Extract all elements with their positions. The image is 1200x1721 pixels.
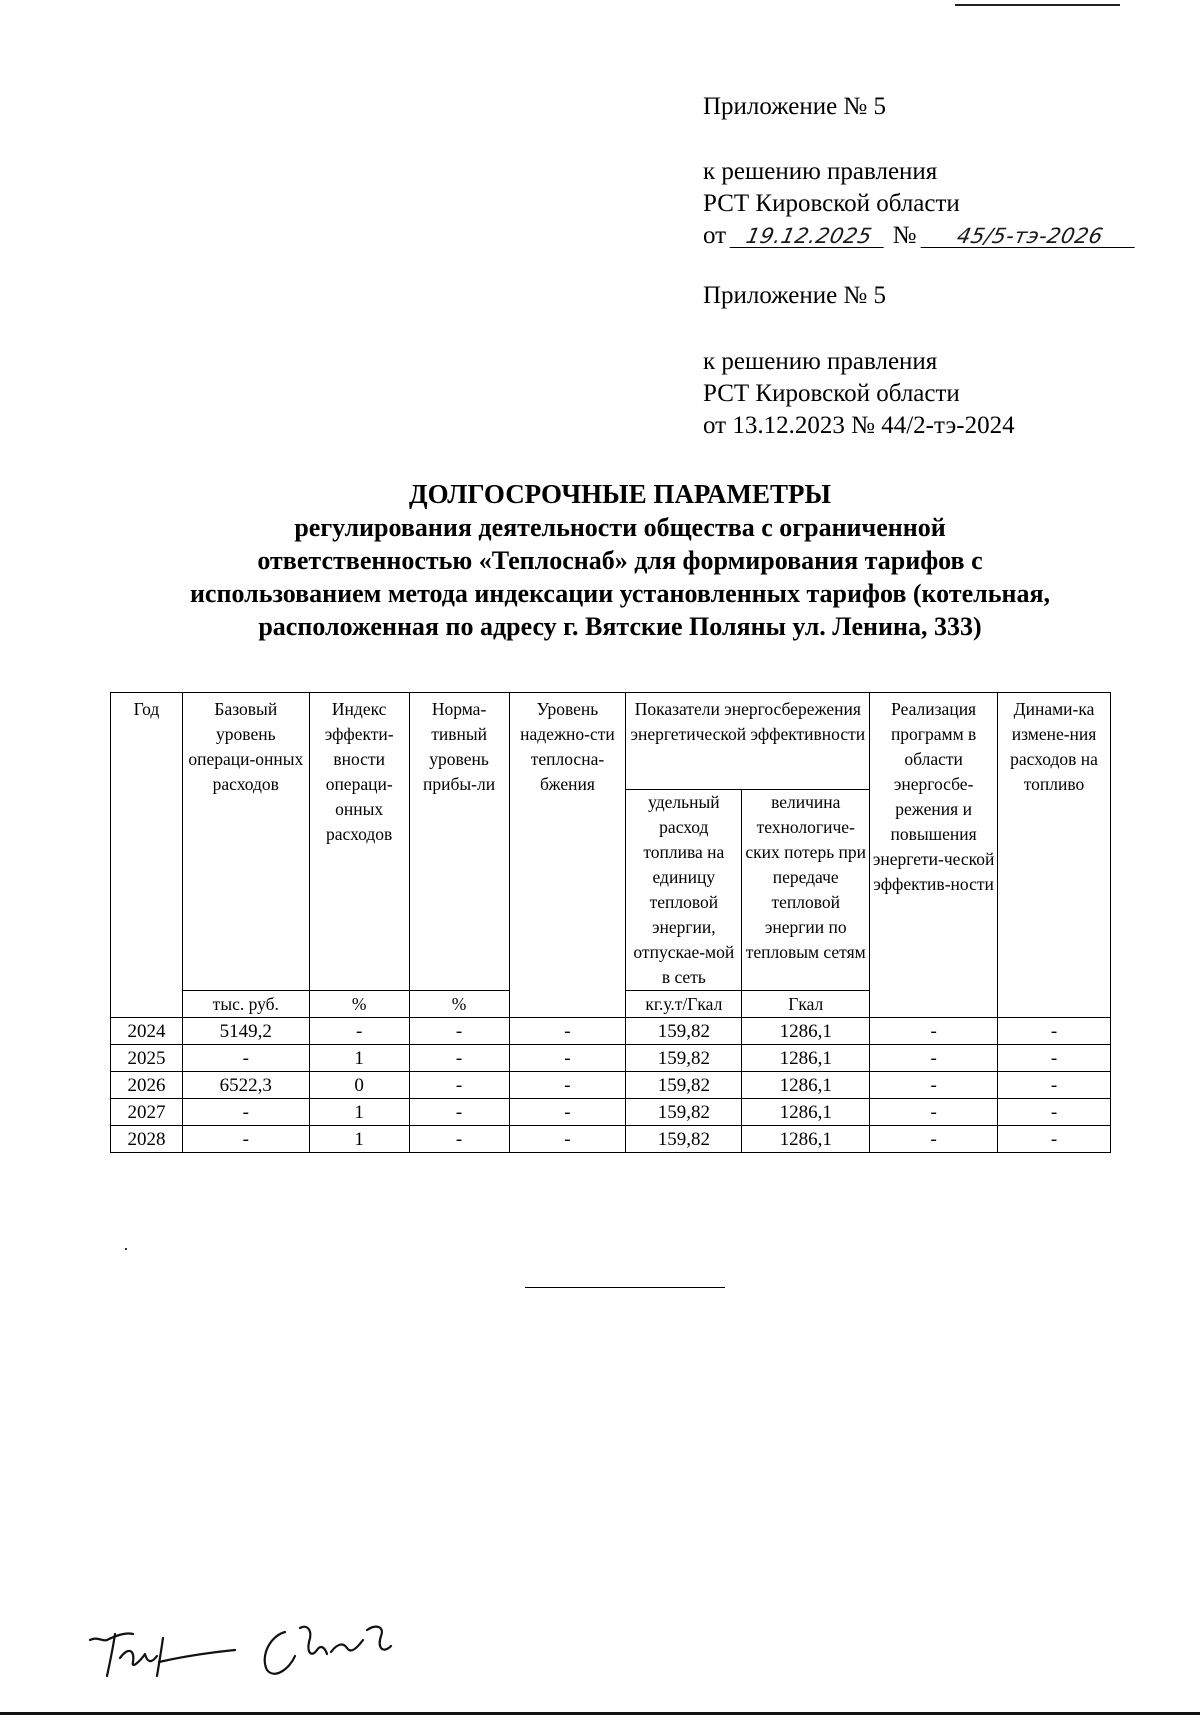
annex-old-line3: от 13.12.2023 № 44/2-тэ-2024 — [703, 412, 1015, 439]
table-row — [111, 1072, 1111, 1099]
annex-new-line1: к решению правления — [703, 158, 938, 185]
cell-reliability: - — [509, 1018, 626, 1045]
unit-normative-profit: % — [409, 991, 509, 1018]
annex-old-line1: к решению правления — [703, 348, 938, 375]
table-row — [111, 1099, 1111, 1126]
unit-fuel-rate: кг.у.т/Гкал — [626, 991, 742, 1018]
cell-losses: 1286,1 — [742, 1126, 870, 1153]
cell-normative-profit: - — [409, 1072, 509, 1099]
cell-fuel-rate: 159,82 — [626, 1018, 742, 1045]
header-fuel-rate: удельный расход топлива на единицу тепловой энергии, отпускае-мой в сеть — [626, 790, 742, 991]
cell-efficiency-index: 0 — [309, 1072, 409, 1099]
annex-old-reference — [703, 346, 1015, 442]
table-row — [111, 1018, 1111, 1045]
cell-programs: - — [870, 1045, 998, 1072]
cell-normative-profit: - — [409, 1018, 509, 1045]
cell-base-opex: - — [182, 1099, 309, 1126]
annex-new-line2: РСТ Кировской области — [703, 190, 960, 217]
annex-new-from: от — [703, 222, 727, 249]
cell-efficiency-index: - — [309, 1018, 409, 1045]
document-subtitle-line: регулирования деятельности общества с ограниченной — [294, 513, 946, 542]
header-energy-saving-group: Показатели энергосбережения энергетической эффективности — [626, 693, 870, 790]
header-programs: Реализация программ в области энергосбе-режения и повышения энергети-ческой эффектив-ности — [870, 693, 998, 1018]
end-divider — [525, 1287, 725, 1288]
scan-bottom-edge — [0, 1712, 1200, 1715]
cell-efficiency-index: 1 — [309, 1099, 409, 1126]
annex-new-title: Приложение № 5 — [703, 93, 887, 120]
scan-dot — [125, 1248, 127, 1250]
cell-base-opex: 6522,3 — [182, 1072, 309, 1099]
cell-reliability: - — [509, 1099, 626, 1126]
cell-base-opex: 5149,2 — [182, 1018, 309, 1045]
header-efficiency-index: Индекс эффекти-вности операци-онных расходов — [309, 693, 409, 991]
document-subtitle-line: ответственностью «Теплоснаб» для формирования тарифов с — [257, 546, 983, 575]
annex-new-number-sign: № — [892, 222, 917, 249]
cell-normative-profit: - — [409, 1126, 509, 1153]
cell-base-opex: - — [182, 1126, 309, 1153]
table-row — [111, 1126, 1111, 1153]
cell-fuel-rate: 159,82 — [626, 1045, 742, 1072]
cell-fuel-rate: 159,82 — [626, 1072, 742, 1099]
cell-efficiency-index: 1 — [309, 1045, 409, 1072]
cell-fuel-dynamics: - — [998, 1072, 1111, 1099]
cell-fuel-dynamics: - — [998, 1018, 1111, 1045]
cell-fuel-rate: 159,82 — [626, 1099, 742, 1126]
cell-losses: 1286,1 — [742, 1018, 870, 1045]
cell-fuel-rate: 159,82 — [626, 1126, 742, 1153]
table-row — [111, 1045, 1111, 1072]
cell-losses: 1286,1 — [742, 1099, 870, 1126]
header-reliability: Уровень надежно-сти теплосна-бжения — [509, 693, 626, 1018]
cell-normative-profit: - — [409, 1045, 509, 1072]
document-heading — [80, 478, 1160, 643]
cell-fuel-dynamics: - — [998, 1099, 1111, 1126]
cell-fuel-dynamics: - — [998, 1126, 1111, 1153]
cell-year: 2024 — [111, 1018, 183, 1045]
document-subtitle-line: расположенная по адресу г. Вятские Поляны ул. Ленина, 333) — [258, 612, 982, 641]
cell-efficiency-index: 1 — [309, 1126, 409, 1153]
annex-new-reference — [703, 156, 1137, 252]
header-normative-profit: Норма-тивный уровень прибы-ли — [409, 693, 509, 991]
cell-programs: - — [870, 1072, 998, 1099]
document-title: ДОЛГОСРОЧНЫЕ ПАРАМЕТРЫ — [409, 479, 831, 509]
cell-normative-profit: - — [409, 1099, 509, 1126]
unit-efficiency-index: % — [309, 991, 409, 1018]
cell-reliability: - — [509, 1126, 626, 1153]
signature-icon — [85, 1618, 465, 1693]
cell-programs: - — [870, 1126, 998, 1153]
cell-losses: 1286,1 — [742, 1072, 870, 1099]
unit-base-opex: тыс. руб. — [182, 991, 309, 1018]
annex-old-title: Приложение № 5 — [703, 282, 887, 309]
cell-base-opex: - — [182, 1045, 309, 1072]
annex-old-line2: РСТ Кировской области — [703, 380, 960, 407]
header-base-opex: Базовый уровень операци-онных расходов — [182, 693, 309, 991]
header-year: Год — [111, 693, 183, 1018]
handwritten-number: 45/5-тэ-2026 — [920, 225, 1139, 248]
unit-losses: Гкал — [742, 991, 870, 1018]
handwritten-date: 19.12.2025 — [730, 225, 889, 248]
document-subtitle-line: использованием метода индексации установленных тарифов (котельная, — [189, 579, 1051, 608]
cell-year: 2026 — [111, 1072, 183, 1099]
cell-programs: - — [870, 1099, 998, 1126]
header-losses: величина технологиче-ских потерь при передаче тепловой энергии по тепловым сетям — [742, 790, 870, 991]
cell-reliability: - — [509, 1045, 626, 1072]
scan-edge-mark — [955, 0, 1120, 6]
header-fuel-dynamics: Динами-ка измене-ния расходов на топливо — [998, 693, 1111, 1018]
cell-reliability: - — [509, 1072, 626, 1099]
cell-fuel-dynamics: - — [998, 1045, 1111, 1072]
cell-losses: 1286,1 — [742, 1045, 870, 1072]
cell-year: 2025 — [111, 1045, 183, 1072]
cell-year: 2028 — [111, 1126, 183, 1153]
parameters-table — [110, 692, 1111, 1153]
cell-year: 2027 — [111, 1099, 183, 1126]
cell-programs: - — [870, 1018, 998, 1045]
annex-new-line3 — [703, 220, 1137, 252]
